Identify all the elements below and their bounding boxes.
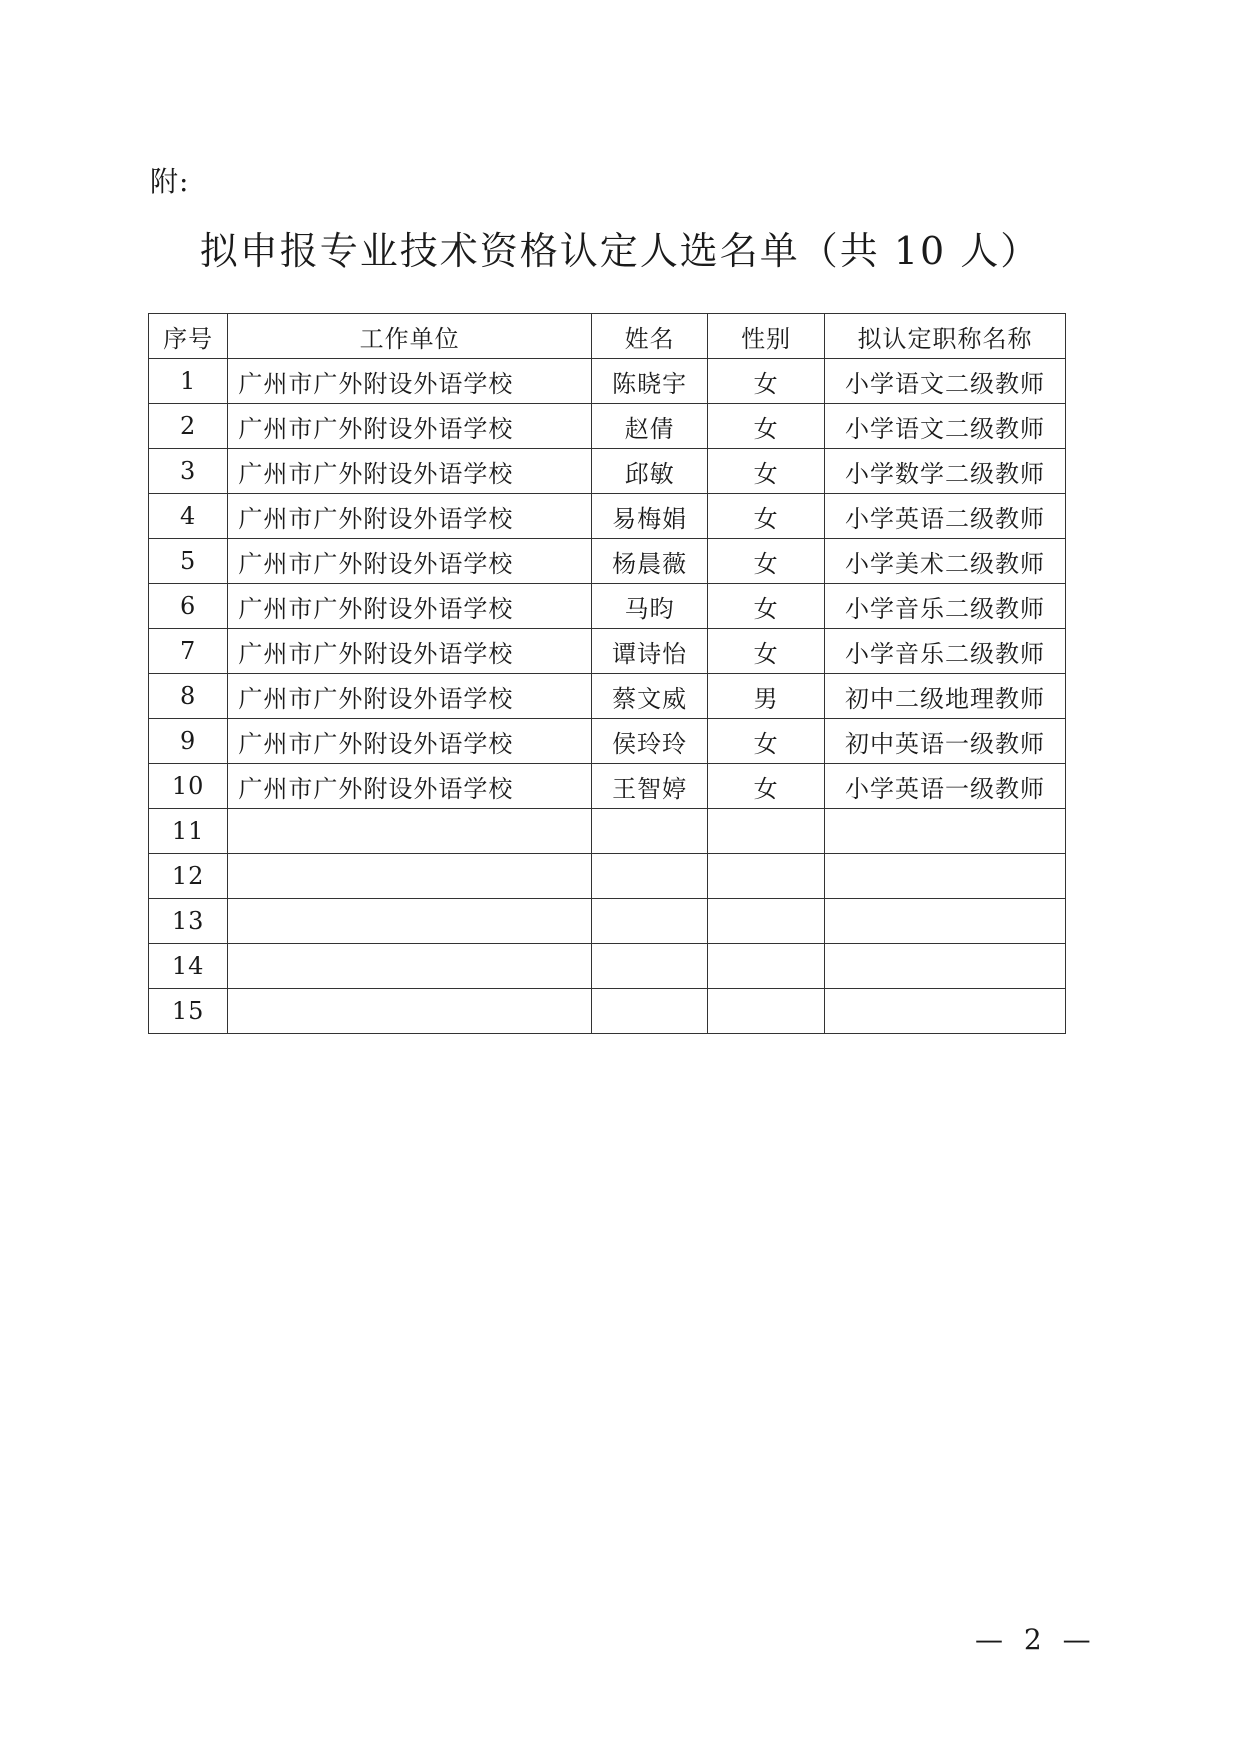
cell-proposed-title: 小学英语一级教师 [824, 764, 1065, 809]
table-row [149, 944, 1066, 989]
cell-proposed-title: 小学音乐二级教师 [824, 584, 1065, 629]
table-row [149, 584, 1066, 629]
cell-work-unit: 广州市广外附设外语学校 [228, 764, 592, 809]
cell-name: 王智婷 [591, 764, 708, 809]
cell-proposed-title: 初中二级地理教师 [824, 674, 1065, 719]
cell-proposed-title: 小学美术二级教师 [824, 539, 1065, 584]
cell-gender: 女 [708, 539, 825, 584]
table-row [149, 989, 1066, 1034]
cell-gender: 女 [708, 719, 825, 764]
table-row [149, 629, 1066, 674]
cell-name [591, 899, 708, 944]
cell-proposed-title [824, 899, 1065, 944]
cell-work-unit: 广州市广外附设外语学校 [228, 449, 592, 494]
cell-serial-no: 3 [149, 449, 228, 494]
cell-proposed-title [824, 944, 1065, 989]
cell-proposed-title: 小学音乐二级教师 [824, 629, 1065, 674]
cell-gender: 男 [708, 674, 825, 719]
cell-serial-no: 11 [149, 809, 228, 854]
cell-serial-no: 10 [149, 764, 228, 809]
table-row [149, 494, 1066, 539]
cell-work-unit [228, 854, 592, 899]
cell-proposed-title: 小学语文二级教师 [824, 404, 1065, 449]
cell-name: 侯玲玲 [591, 719, 708, 764]
table-row [149, 539, 1066, 584]
cell-serial-no: 2 [149, 404, 228, 449]
table-row [149, 854, 1066, 899]
cell-name [591, 944, 708, 989]
cell-gender: 女 [708, 449, 825, 494]
cell-proposed-title: 小学语文二级教师 [824, 359, 1065, 404]
cell-work-unit [228, 899, 592, 944]
cell-serial-no: 7 [149, 629, 228, 674]
table-row [149, 449, 1066, 494]
cell-serial-no: 5 [149, 539, 228, 584]
document-title: 拟申报专业技术资格认定人选名单（共 10 人） [199, 229, 1041, 273]
cell-proposed-title [824, 989, 1065, 1034]
cell-work-unit: 广州市广外附设外语学校 [228, 359, 592, 404]
cell-serial-no: 1 [149, 359, 228, 404]
cell-name: 蔡文威 [591, 674, 708, 719]
cell-work-unit: 广州市广外附设外语学校 [228, 674, 592, 719]
table-row [149, 764, 1066, 809]
table-header-row [149, 314, 1066, 359]
header-name: 姓名 [591, 314, 708, 359]
annex-label: 附: [150, 165, 190, 198]
cell-gender [708, 989, 825, 1034]
cell-work-unit: 广州市广外附设外语学校 [228, 494, 592, 539]
candidate-table [148, 313, 1066, 1034]
cell-work-unit [228, 809, 592, 854]
cell-gender [708, 809, 825, 854]
cell-gender [708, 899, 825, 944]
cell-name: 马昀 [591, 584, 708, 629]
cell-gender: 女 [708, 359, 825, 404]
cell-name: 杨晨薇 [591, 539, 708, 584]
cell-serial-no: 12 [149, 854, 228, 899]
table-row [149, 809, 1066, 854]
cell-proposed-title: 小学英语二级教师 [824, 494, 1065, 539]
cell-gender: 女 [708, 584, 825, 629]
header-serial-no: 序号 [149, 314, 228, 359]
cell-proposed-title: 小学数学二级教师 [824, 449, 1065, 494]
cell-name [591, 989, 708, 1034]
cell-gender [708, 944, 825, 989]
cell-proposed-title [824, 854, 1065, 899]
cell-work-unit: 广州市广外附设外语学校 [228, 539, 592, 584]
header-proposed-title: 拟认定职称名称 [824, 314, 1065, 359]
cell-proposed-title [824, 809, 1065, 854]
table-row [149, 719, 1066, 764]
cell-work-unit: 广州市广外附设外语学校 [228, 719, 592, 764]
cell-work-unit: 广州市广外附设外语学校 [228, 404, 592, 449]
cell-name: 易梅娟 [591, 494, 708, 539]
cell-proposed-title: 初中英语一级教师 [824, 719, 1065, 764]
cell-serial-no: 6 [149, 584, 228, 629]
cell-gender: 女 [708, 404, 825, 449]
cell-serial-no: 14 [149, 944, 228, 989]
header-work-unit: 工作单位 [228, 314, 592, 359]
page-number: — 2 — [975, 1623, 1097, 1656]
table-row [149, 899, 1066, 944]
cell-name [591, 809, 708, 854]
cell-gender: 女 [708, 494, 825, 539]
cell-serial-no: 4 [149, 494, 228, 539]
cell-work-unit [228, 944, 592, 989]
cell-serial-no: 8 [149, 674, 228, 719]
cell-gender [708, 854, 825, 899]
cell-work-unit: 广州市广外附设外语学校 [228, 584, 592, 629]
table-row [149, 674, 1066, 719]
cell-name: 邱敏 [591, 449, 708, 494]
table-row [149, 359, 1066, 404]
cell-gender: 女 [708, 764, 825, 809]
cell-gender: 女 [708, 629, 825, 674]
cell-name [591, 854, 708, 899]
cell-name: 赵倩 [591, 404, 708, 449]
header-gender: 性别 [708, 314, 825, 359]
cell-work-unit: 广州市广外附设外语学校 [228, 629, 592, 674]
cell-serial-no: 9 [149, 719, 228, 764]
table-row [149, 404, 1066, 449]
cell-serial-no: 13 [149, 899, 228, 944]
cell-serial-no: 15 [149, 989, 228, 1034]
cell-work-unit [228, 989, 592, 1034]
cell-name: 陈晓宇 [591, 359, 708, 404]
cell-name: 谭诗怡 [591, 629, 708, 674]
